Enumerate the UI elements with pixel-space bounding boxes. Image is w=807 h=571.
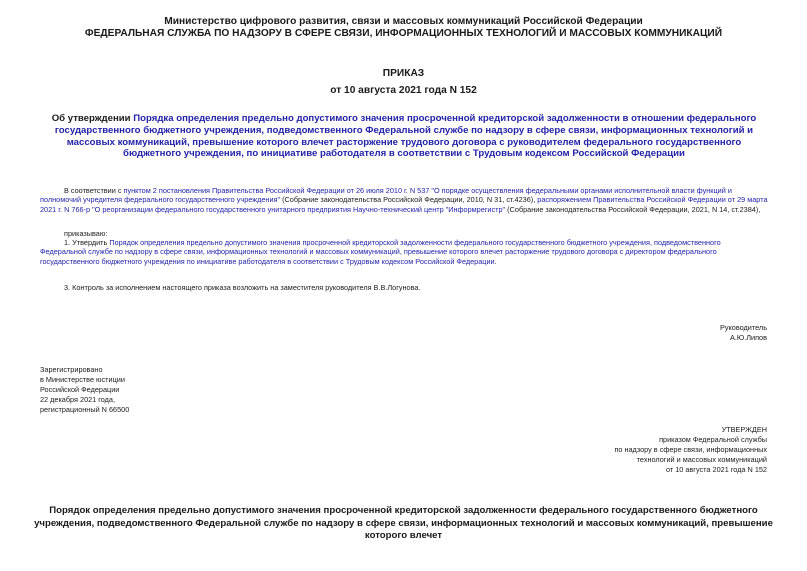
basis-text-2: (Собрание законодательства Российской Федерации, 2010, N 31, ст.4236), xyxy=(280,195,538,205)
approved-line: УТВЕРЖДЕН xyxy=(721,425,767,434)
approval-stamp-block xyxy=(614,425,767,475)
basis-text-1: В соответствии с xyxy=(64,186,124,195)
ministry-name: Министерство цифрового развития, связи и массовых коммуникаций Российской Федерации xyxy=(164,16,643,27)
basis-paragraph xyxy=(40,186,768,214)
registration-line: Зарегистрировано xyxy=(40,365,103,374)
registration-block xyxy=(40,365,129,415)
signer-position: Руководитель xyxy=(719,323,767,332)
order-766r-link[interactable]: распоряжением Правительства Российской Федерации от 29 марта 2021 г. N 766-р "О реорганизации федерального государственного унитарного предприятия Научно-технический центр "Информрегистр" xyxy=(40,195,768,214)
signature-block xyxy=(720,323,767,343)
approval-heading xyxy=(48,113,760,160)
order-item-1 xyxy=(40,238,768,266)
item1-prefix: 1. Утвердить xyxy=(64,238,110,247)
registration-line: 22 декабря 2021 года, xyxy=(40,395,116,404)
item1-suffix: . xyxy=(494,256,497,266)
approved-line: по надзору в сфере связи, информационных xyxy=(614,445,767,454)
approval-prefix: Об утверждении xyxy=(51,113,134,124)
approved-line: приказом Федеральной службы xyxy=(659,435,767,444)
registration-line: регистрационный N 66500 xyxy=(40,405,130,414)
procedure-title: Порядок определения предельно допустимого значения просроченной кредиторской задолженности федерального государственного бюджетного учреждения, подведомственного Федеральной службе по надзору в сфере связи, информационных технологий и массовых коммуникаций, превышение которого влечет xyxy=(34,505,773,541)
resolution-537-link[interactable]: пунктом 2 постановления Правительства Российской Федерации от 26 июля 2010 г. N 537 "О порядке осуществления федеральными органами исполнительной власти функций и полномочий учредителя федерального государственного учреждения" xyxy=(40,186,732,205)
signer-name: А.Ю.Липов xyxy=(729,333,767,342)
approved-line: от 10 августа 2021 года N 152 xyxy=(665,465,767,474)
orders-label: приказываю: xyxy=(64,229,108,238)
procedure-link[interactable]: Порядок определения предельно допустимого значения просроченной кредиторской задолженности федерального государственного бюджетного учреждения, подведомственного Федеральной службе по надзору в сфере связи, информационных технологий и массовых коммуникаций, превышение которого влечет расторжение трудового договора с директором федерального государственного бюджетного учреждения по инициативе работодателя в соответствии с Трудовым кодексом Российской Федерации xyxy=(40,238,721,266)
basis-text-3: (Собрание законодательства Российской Федерации, 2021, N 14, ст.2384), xyxy=(505,204,761,214)
approved-line: технологий и массовых коммуникаций xyxy=(636,455,767,464)
service-name: ФЕДЕРАЛЬНАЯ СЛУЖБА ПО НАДЗОРУ В СФЕРЕ СВЯЗИ, ИНФОРМАЦИОННЫХ ТЕХНОЛОГИЙ И МАССОВЫХ КОММУНИКАЦИЙ xyxy=(84,28,723,39)
approval-procedure-link[interactable]: Порядка определения предельно допустимого значения просроченной кредиторской задолженности в отношении федерального государственного бюджетного учреждения, подведомственного Федеральной службе по надзору в сфере связи, информационных технологий и массовых коммуникаций, превышение которого влечет расторжение трудового договора с руководителем федерального государственного бюджетного учреждения, по инициативе работодателя в соответствии с Трудовым кодексом Российской Федерации xyxy=(54,113,757,160)
document-header xyxy=(0,16,807,40)
registration-line: Российской Федерации xyxy=(40,385,120,394)
order-date: от 10 августа 2021 года N 152 xyxy=(330,85,477,96)
registration-line: в Министерстве юстиции xyxy=(40,375,125,384)
order-title: ПРИКАЗ xyxy=(382,68,425,79)
order-item-3: 3. Контроль за исполнением настоящего приказа возложить на заместителя руководителя В.В.Логунова. xyxy=(64,283,421,292)
